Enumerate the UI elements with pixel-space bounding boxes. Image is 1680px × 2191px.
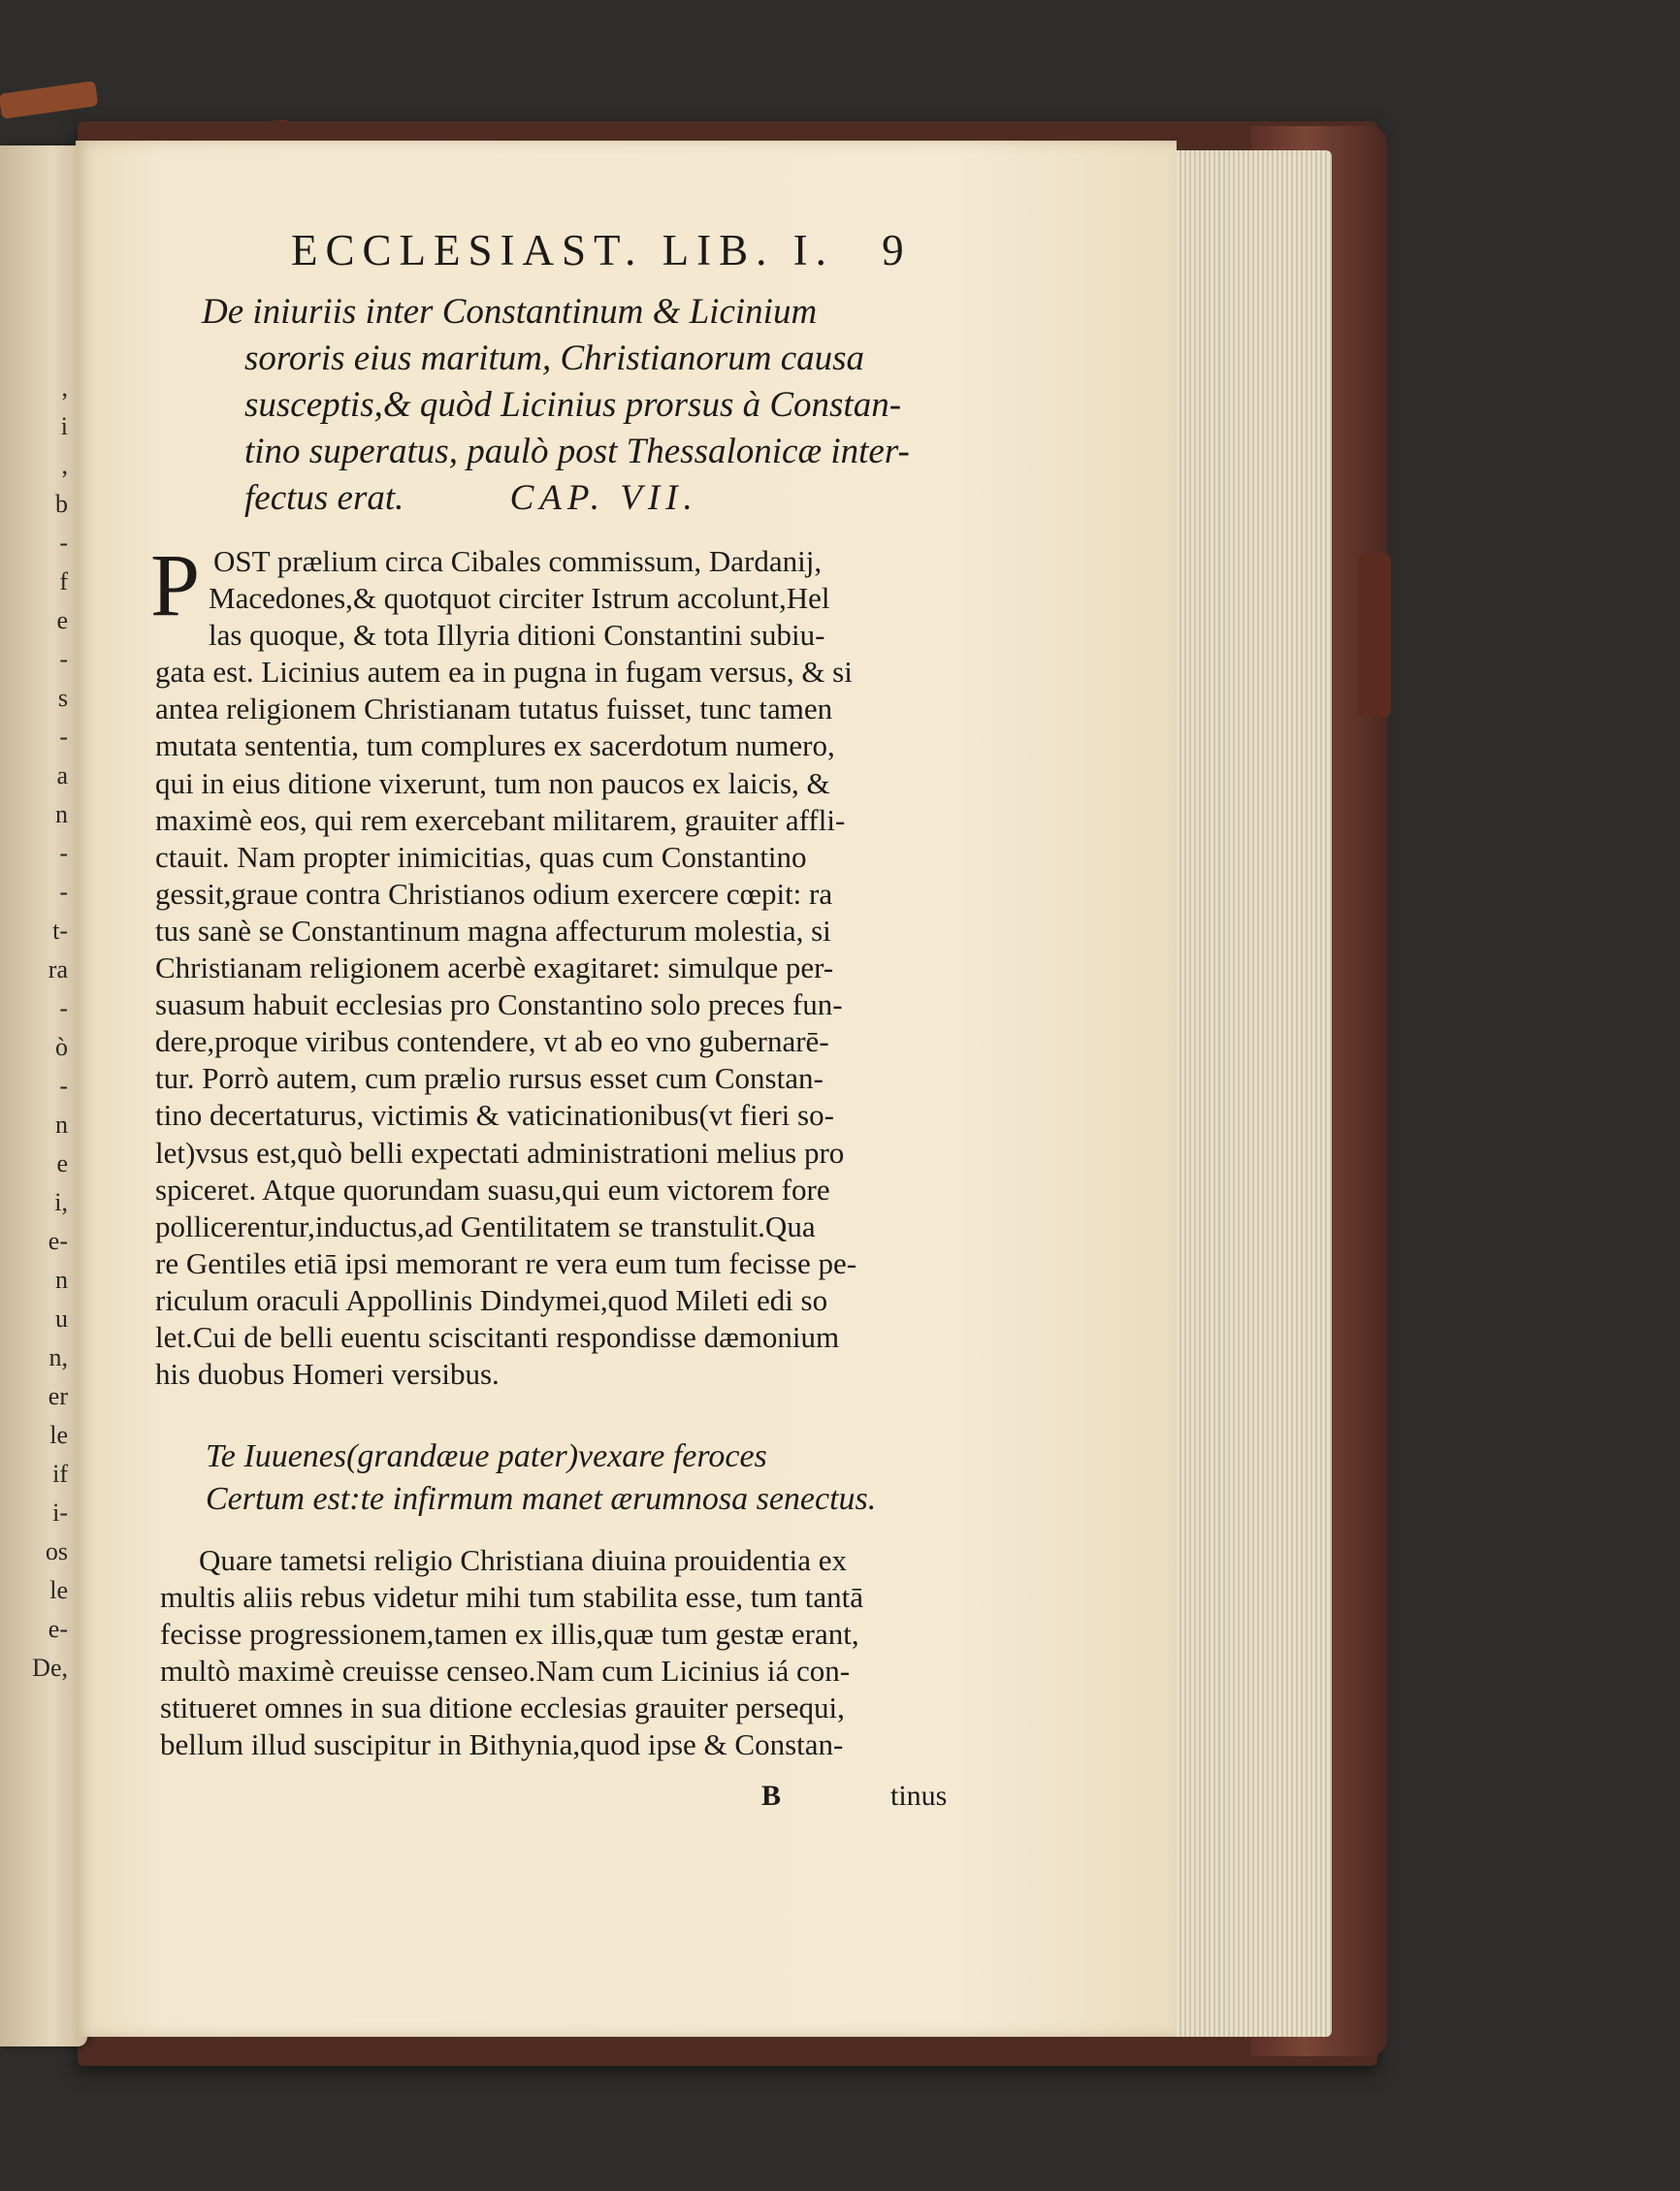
left-page-fragments <box>0 369 78 1688</box>
left-page-fragment: i- <box>52 1498 68 1527</box>
page-block-edge <box>1174 150 1332 2037</box>
left-page-fragment: f <box>59 567 68 596</box>
left-page-fragment: De, <box>32 1654 68 1682</box>
left-page-fragment: i, <box>54 1188 68 1216</box>
body-line: his duobus Homeri versibus. <box>155 1357 500 1392</box>
left-page-fragment: ò <box>55 1033 68 1061</box>
body-line: antea religionem Christianam tutatus fuisset, tunc tamen <box>155 692 833 726</box>
body-line: spiceret. Atque quorundam suasu,qui eum victorem fore <box>155 1172 830 1207</box>
body-line: qui in eius ditione vixerunt, tum non paucos ex laicis, & <box>155 765 830 800</box>
body-line: tino decertaturus, victimis & vaticinationibus(vt fieri so- <box>155 1098 834 1133</box>
body-line: maximè eos, qui rem exercebant militarem, grauiter affli- <box>155 802 846 837</box>
signature-mark: B <box>761 1780 782 1812</box>
left-page-fragment: - <box>59 839 68 867</box>
body-line: gessit,graue contra Christianos odium exercere cœpit: ra <box>155 876 833 911</box>
body-line: ctauit. Nam propter inimicitias, quas cum Constantino <box>155 839 807 874</box>
left-page-fragment: u <box>55 1305 68 1333</box>
left-page-fragment: e <box>56 1149 68 1177</box>
body-line: pollicerentur,inductus,ad Gentilitatem se transtulit.Qua <box>155 1208 816 1243</box>
body-line: Christianam religionem acerbè exagitaret: simulque per- <box>155 951 834 985</box>
chapter-title-line: De iniuriis inter Constantinum & Licinium <box>202 292 818 332</box>
chapter-title-line: susceptis,& quòd Licinius prorsus à Constan- <box>244 385 902 425</box>
chapter-title-line: sororis eius maritum, Christianorum causa <box>244 338 865 378</box>
left-page-fragment: - <box>59 994 68 1022</box>
running-head <box>291 225 970 274</box>
left-page-fragment: er <box>48 1382 68 1410</box>
page-number: 9 <box>882 226 912 274</box>
body-line: las quoque, & tota Illyria ditioni Constantini subiu- <box>209 618 825 653</box>
body-line: Macedones,& quotquot circiter Istrum accolunt,Hel <box>209 581 830 616</box>
body-line: let.Cui de belli euentu sciscitanti respondisse dæmonium <box>155 1319 840 1354</box>
chapter-number: CAP. VII. <box>509 478 698 518</box>
drop-cap: P <box>150 535 201 634</box>
chapter-title-line: tino superatus, paulò post Thessalonicæ inter- <box>244 432 910 471</box>
verse-line: Te Iuuenes(grandæue pater)vexare feroces <box>206 1438 767 1474</box>
left-page-fragment: - <box>59 1072 68 1100</box>
body-line: Quare tametsi religio Christiana diuina prouidentia ex <box>199 1543 848 1577</box>
left-page-fragment: e- <box>48 1227 68 1255</box>
body-line: dere,proque viribus contendere, vt ab eo vno gubernarē- <box>155 1024 829 1059</box>
body-line: multis aliis rebus videtur mihi tum stabilita esse, tum tantā <box>160 1580 863 1615</box>
body-line: stitueret omnes in sua ditione ecclesias grauiter persequi, <box>160 1691 845 1725</box>
body-line: fecisse progressionem,tamen ex illis,quæ tum gestæ erant, <box>160 1617 859 1652</box>
left-page-fragment: if <box>52 1460 68 1488</box>
body-line: tur. Porrò autem, cum prælio rursus esset cum Constan- <box>155 1061 824 1096</box>
left-page-fragment: - <box>59 723 68 751</box>
body-text <box>155 543 955 1393</box>
body-line: multò maximè creuisse censeo.Nam cum Licinius iá con- <box>160 1654 851 1689</box>
left-page-fragment: i <box>60 412 68 440</box>
left-page-fragment: - <box>59 529 68 557</box>
left-page-fragment: b <box>55 490 68 518</box>
body-line: let)vsus est,quò belli expectati administrationi melius pro <box>155 1135 845 1170</box>
body-line: riculum oraculi Appollinis Dindymei,quod Mileti edi so <box>155 1282 828 1317</box>
left-page-fragment: os <box>45 1537 68 1565</box>
verse-quote <box>206 1435 962 1521</box>
chapter-title-last-line <box>244 475 962 522</box>
left-page-fragment: n <box>55 800 68 828</box>
left-page-fragment: , <box>61 451 68 479</box>
body-line: re Gentiles etiā ipsi memorant re vera eum tum fecisse pe- <box>155 1245 857 1280</box>
left-page-fragment: n <box>55 1266 68 1294</box>
chapter-title <box>202 289 962 522</box>
body-line: gata est. Licinius autem ea in pugna in fugam versus, & si <box>155 655 853 690</box>
left-page-fragment: a <box>56 761 68 789</box>
chapter-title-line: fectus erat. <box>244 478 404 518</box>
verse-line: Certum est:te infirmum manet ærumnosa senectus. <box>206 1481 877 1517</box>
left-page-fragment: s <box>57 684 68 712</box>
left-page-fragment: ra <box>48 955 68 983</box>
left-page-fragment: le <box>49 1421 68 1449</box>
clasp-tab <box>1358 553 1391 718</box>
running-head-text: ECCLESIAST. LIB. I. <box>291 226 834 274</box>
body-line: tus sanè se Constantinum magna affecturum molestia, si <box>155 913 831 948</box>
body-text-continued <box>160 1542 960 1764</box>
left-page-edge <box>0 145 87 2046</box>
left-page-fragment: e- <box>48 1615 68 1643</box>
body-line: suasum habuit ecclesias pro Constantino solo preces fun- <box>155 987 843 1022</box>
left-page-fragment: n, <box>48 1343 68 1371</box>
left-page-fragment: - <box>59 645 68 673</box>
left-page-fragment: , <box>61 373 68 402</box>
left-page-fragment: t- <box>52 917 68 945</box>
body-line: mutata sententia, tum complures ex sacerdotum numero, <box>155 728 835 763</box>
left-page-fragment: e <box>56 606 68 634</box>
left-page-fragment: le <box>49 1576 68 1604</box>
catchword: tinus <box>890 1780 948 1812</box>
left-page-fragment: - <box>59 878 68 906</box>
body-line: bellum illud suscipitur in Bithynia,quod ipse & Constan- <box>160 1727 844 1762</box>
binding-tie <box>0 81 98 119</box>
left-page-fragment: n <box>55 1111 68 1139</box>
body-line: OST prælium circa Cibales commissum, Dardanij, <box>213 544 823 578</box>
